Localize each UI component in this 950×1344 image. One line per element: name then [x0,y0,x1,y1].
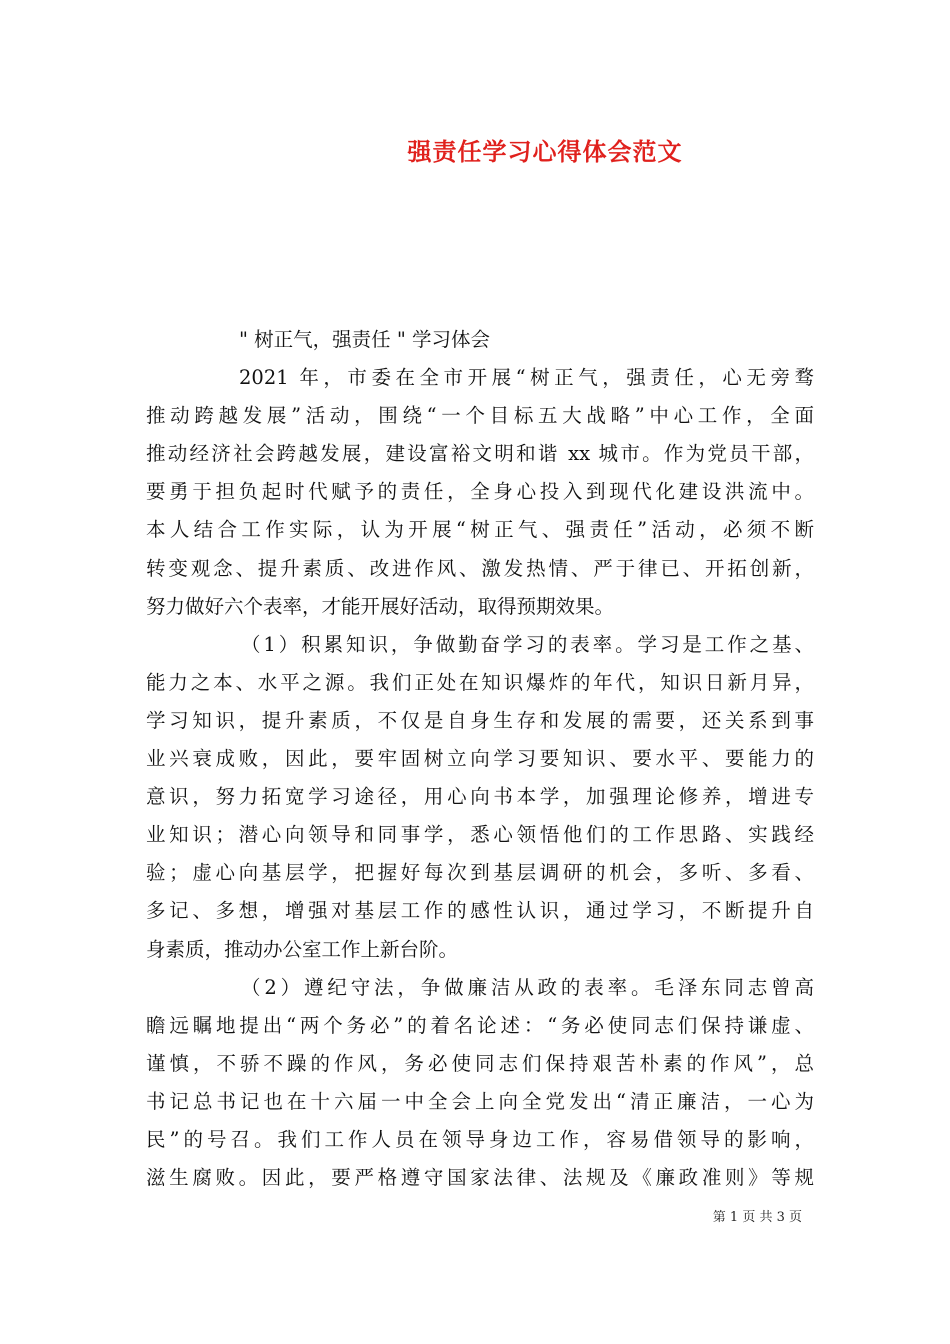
paragraph-line: 验；虚心向基层学，把握好每次到基层调研的机会，多听、多看、 [146,861,814,885]
paragraph-line: 业兴衰成败，因此，要牢固树立向学习要知识、要水平、要能力的 [146,747,814,771]
paragraph-line: 能力之本、水平之源。我们正处在知识爆炸的年代，知识日新月异， [146,670,814,694]
section-subtitle: " 树正气，强责任 " 学习体会 [239,328,491,351]
document-title: 强责任学习心得体会范文 [407,137,683,166]
paragraph-line: 本人结合工作实际，认为开展“树正气、强责任”活动，必须不断 [146,518,814,542]
document-body [146,321,814,1197]
paragraph-line: 身素质，推动办公室工作上新台阶。 [146,937,459,961]
paragraph-line: 谨慎，不骄不躁的作风，务必使同志们保持艰苦朴素的作风”，总 [146,1051,814,1075]
paragraph-line: （2）遵纪守法，争做廉洁从政的表率。毛泽东同志曾高 [241,975,814,999]
paragraph-line: 学习知识，提升素质，不仅是自身生存和发展的需要，还关系到事 [146,708,814,732]
paragraph-line: 推动跨越发展”活动，围绕“一个目标五大战略”中心工作，全面 [146,404,814,428]
paragraph-line: 多记、多想，增强对基层工作的感性认识，通过学习，不断提升自 [146,899,814,923]
page-number: 第 1 页 共 3 页 [712,1210,802,1225]
paragraph-line: 努力做好六个表率，才能开展好活动，取得预期效果。 [146,594,615,618]
paragraph-line: 推动经济社会跨越发展，建设富裕文明和谐 xx 城市。作为党员干部， [146,442,814,466]
paragraph-line: 民”的号召。我们工作人员在领导身边工作，容易借领导的影响， [146,1127,814,1151]
paragraph-line: 书记总书记也在十六届一中全会上向全党发出“清正廉洁，一心为 [146,1089,814,1113]
paragraph-line: 业知识；潜心向领导和同事学，悉心领悟他们的工作思路、实践经 [146,823,814,847]
paragraph-line: 转变观念、提升素质、改进作风、激发热情、严于律已、开拓创新， [146,556,814,580]
paragraph-line: 2021 年，市委在全市开展“树正气，强责任，心无旁骛 [239,366,814,390]
paragraph-line: （1）积累知识，争做勤奋学习的表率。学习是工作之基、 [241,632,814,656]
paragraph-line: 瞻远瞩地提出“两个务必”的着名论述：“务必使同志们保持谦虚、 [146,1013,814,1037]
paragraph-line: 要勇于担负起时代赋予的责任，全身心投入到现代化建设洪流中。 [146,480,814,504]
paragraph-line: 滋生腐败。因此，要严格遵守国家法律、法规及《廉政准则》等规 [146,1166,814,1190]
paragraph-line: 意识，努力拓宽学习途径，用心向书本学，加强理论修养，增进专 [146,785,814,809]
